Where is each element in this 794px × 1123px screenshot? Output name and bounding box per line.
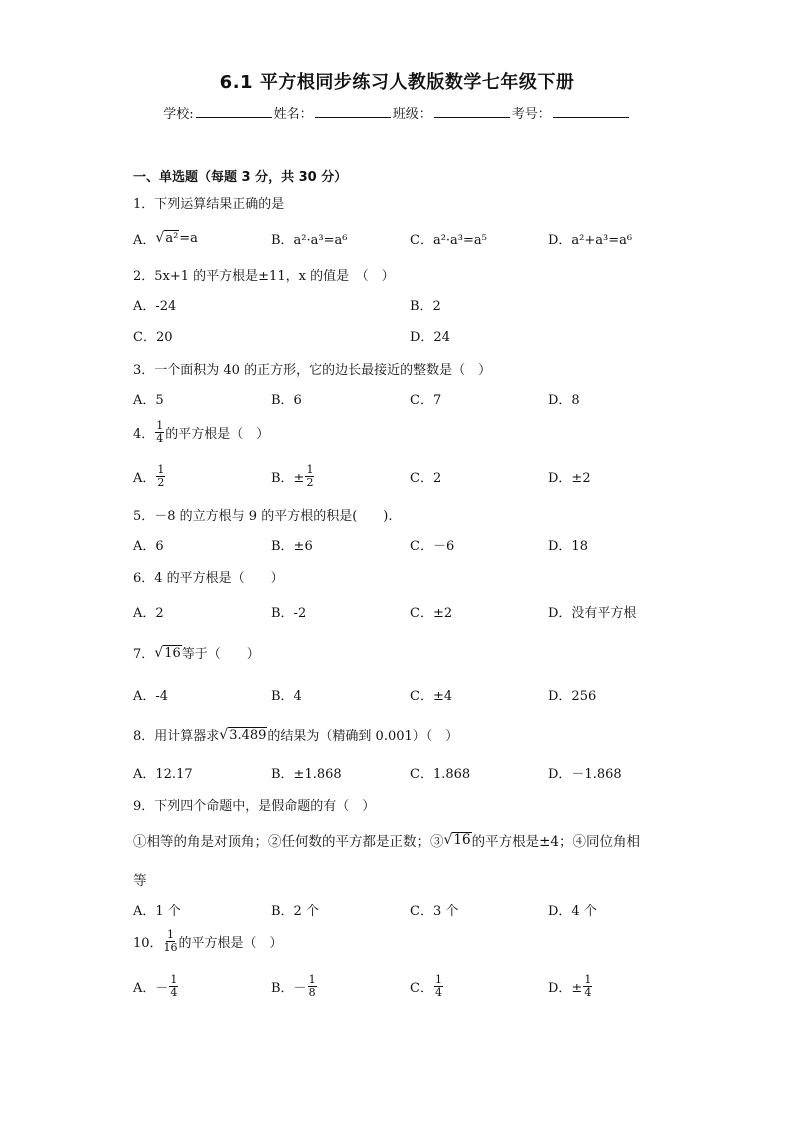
- fraction: $\frac{1}{4}$: [434, 972, 442, 999]
- section-title: 一、单选题（每题 3 分，共 30 分）: [133, 170, 348, 185]
- q9-options: [133, 897, 693, 921]
- q2-option-d[interactable]: D．24: [410, 329, 450, 345]
- q7-stem: 7． √ 16 等于（ ）: [133, 644, 260, 662]
- q6-option-a[interactable]: A．2: [133, 605, 164, 621]
- q5-options: [133, 532, 693, 556]
- q4-options: [133, 464, 693, 488]
- q6-option-b[interactable]: B．-2: [271, 605, 307, 621]
- q3-option-c[interactable]: C．7: [410, 392, 442, 408]
- q7-option-a[interactable]: A．-4: [133, 688, 169, 704]
- q2-option-a[interactable]: A．-24: [133, 298, 177, 314]
- name-label: 姓名：: [273, 107, 313, 122]
- q6-option-c[interactable]: C．±2: [410, 605, 453, 621]
- class-blank[interactable]: [434, 103, 510, 118]
- q8-option-d[interactable]: D．－1.868: [548, 766, 622, 782]
- fraction: $\frac{1}{8}$: [308, 972, 316, 999]
- q5-stem: 5．－8 的立方根与 9 的平方根的积是( ).: [133, 509, 393, 524]
- q6-options: [133, 599, 693, 623]
- q9-stem: 9．下列四个命题中，是假命题的有（ ）: [133, 799, 376, 814]
- q7-options: [133, 682, 693, 706]
- q5-option-b[interactable]: B．±6: [271, 538, 313, 554]
- q10-options: [133, 974, 693, 998]
- q2-stem: 2．5x+1 的平方根是±11，x 的值是 （ ）: [133, 269, 395, 284]
- q10-option-d[interactable]: D．± $\frac{1}{4}$: [548, 972, 592, 999]
- q10-option-b[interactable]: B．－ $\frac{1}{8}$: [271, 972, 316, 999]
- q8-option-b[interactable]: B．±1.868: [271, 766, 342, 782]
- q9-propositions: ①相等的角是对顶角；②任何数的平方都是正数；③ √ 16 的平方根是±4；④同位角相: [133, 832, 641, 850]
- fraction: $\frac{1}{2}$: [306, 462, 314, 489]
- q6-option-d[interactable]: D．没有平方根: [548, 605, 637, 621]
- q6-stem: 6．4 的平方根是（ ）: [133, 571, 284, 586]
- fraction: $\frac{1}{4}$: [584, 972, 592, 999]
- sqrt-symbol: √ 16: [443, 832, 471, 848]
- sqrt-symbol: √ 3.489: [219, 726, 267, 743]
- exam-no-blank[interactable]: [553, 103, 629, 118]
- q10-stem: 10． $\frac{1}{16}$ 的平方根是（ ）: [133, 928, 283, 954]
- sqrt-symbol: √ a²: [155, 230, 179, 246]
- q5-option-c[interactable]: C．－6: [410, 538, 455, 554]
- q4-option-c[interactable]: C．2: [410, 470, 442, 486]
- q10-option-c[interactable]: C． $\frac{1}{4}$: [410, 972, 442, 999]
- q2-option-b[interactable]: B．2: [410, 298, 441, 314]
- q9-option-c[interactable]: C．3 个: [410, 903, 459, 919]
- exam-no-label: 考号：: [511, 107, 551, 122]
- student-info: [0, 103, 794, 122]
- q3-stem: 3．一个面积为 40 的正方形，它的边长最接近的整数是（ ）: [133, 363, 492, 378]
- q7-option-b[interactable]: B．4: [271, 688, 302, 704]
- q4-option-a[interactable]: A． $\frac{1}{2}$: [133, 462, 165, 489]
- q9-option-a[interactable]: A．1 个: [133, 903, 181, 919]
- fraction: $\frac{1}{16}$: [163, 928, 178, 954]
- q7-option-c[interactable]: C．±4: [410, 688, 453, 704]
- q8-stem: 8．用计算器求 √ 3.489 的结果为（精确到 0.001）（ ）: [133, 726, 459, 744]
- q8-option-c[interactable]: C．1.868: [410, 766, 471, 782]
- q8-option-a[interactable]: A．12.17: [133, 766, 193, 782]
- q1-option-b[interactable]: B．a²·a³=a⁶: [271, 232, 348, 248]
- q9-propositions-cont: 等: [133, 873, 147, 889]
- q3-option-b[interactable]: B．6: [271, 392, 302, 408]
- q2-option-c[interactable]: C．20: [133, 329, 173, 345]
- q4-option-b[interactable]: B．± $\frac{1}{2}$: [271, 462, 314, 489]
- q7-option-d[interactable]: D．256: [548, 688, 597, 704]
- q4-option-d[interactable]: D．±2: [548, 470, 591, 486]
- q10-option-a[interactable]: A．－ $\frac{1}{4}$: [133, 972, 178, 999]
- q3-option-d[interactable]: D．8: [548, 392, 580, 408]
- q1-option-d[interactable]: D．a²+a³=a⁶: [548, 232, 633, 248]
- q1-options: [133, 226, 693, 250]
- q3-options: [133, 386, 693, 410]
- q1-option-c[interactable]: C．a²·a³=a⁵: [410, 232, 487, 248]
- sqrt-symbol: √ 16: [154, 644, 181, 661]
- school-blank[interactable]: [196, 103, 272, 118]
- q2-options-row2: [133, 323, 693, 347]
- q1-option-a[interactable]: A． √ a² =a: [133, 230, 198, 248]
- class-label: 班级：: [392, 107, 432, 122]
- name-blank[interactable]: [315, 103, 391, 118]
- fraction: $\frac{1}{4}$: [170, 972, 178, 999]
- q4-stem: 4． $\frac{1}{4}$ 的平方根是（ ）: [133, 419, 270, 445]
- q3-option-a[interactable]: A．5: [133, 392, 164, 408]
- q8-options: [133, 760, 693, 784]
- school-label: 学校:: [163, 107, 194, 122]
- page-title: 6.1 平方根同步练习人教版数学七年级下册: [219, 72, 575, 93]
- fraction: $\frac{1}{2}$: [157, 462, 165, 489]
- fraction: $\frac{1}{4}$: [156, 419, 164, 445]
- q9-option-d[interactable]: D．4 个: [548, 903, 597, 919]
- q2-options: [133, 292, 693, 316]
- q1-stem: 1．下列运算结果正确的是: [133, 197, 285, 212]
- q5-option-d[interactable]: D．18: [548, 538, 588, 554]
- q5-option-a[interactable]: A．6: [133, 538, 164, 554]
- q9-option-b[interactable]: B．2 个: [271, 903, 319, 919]
